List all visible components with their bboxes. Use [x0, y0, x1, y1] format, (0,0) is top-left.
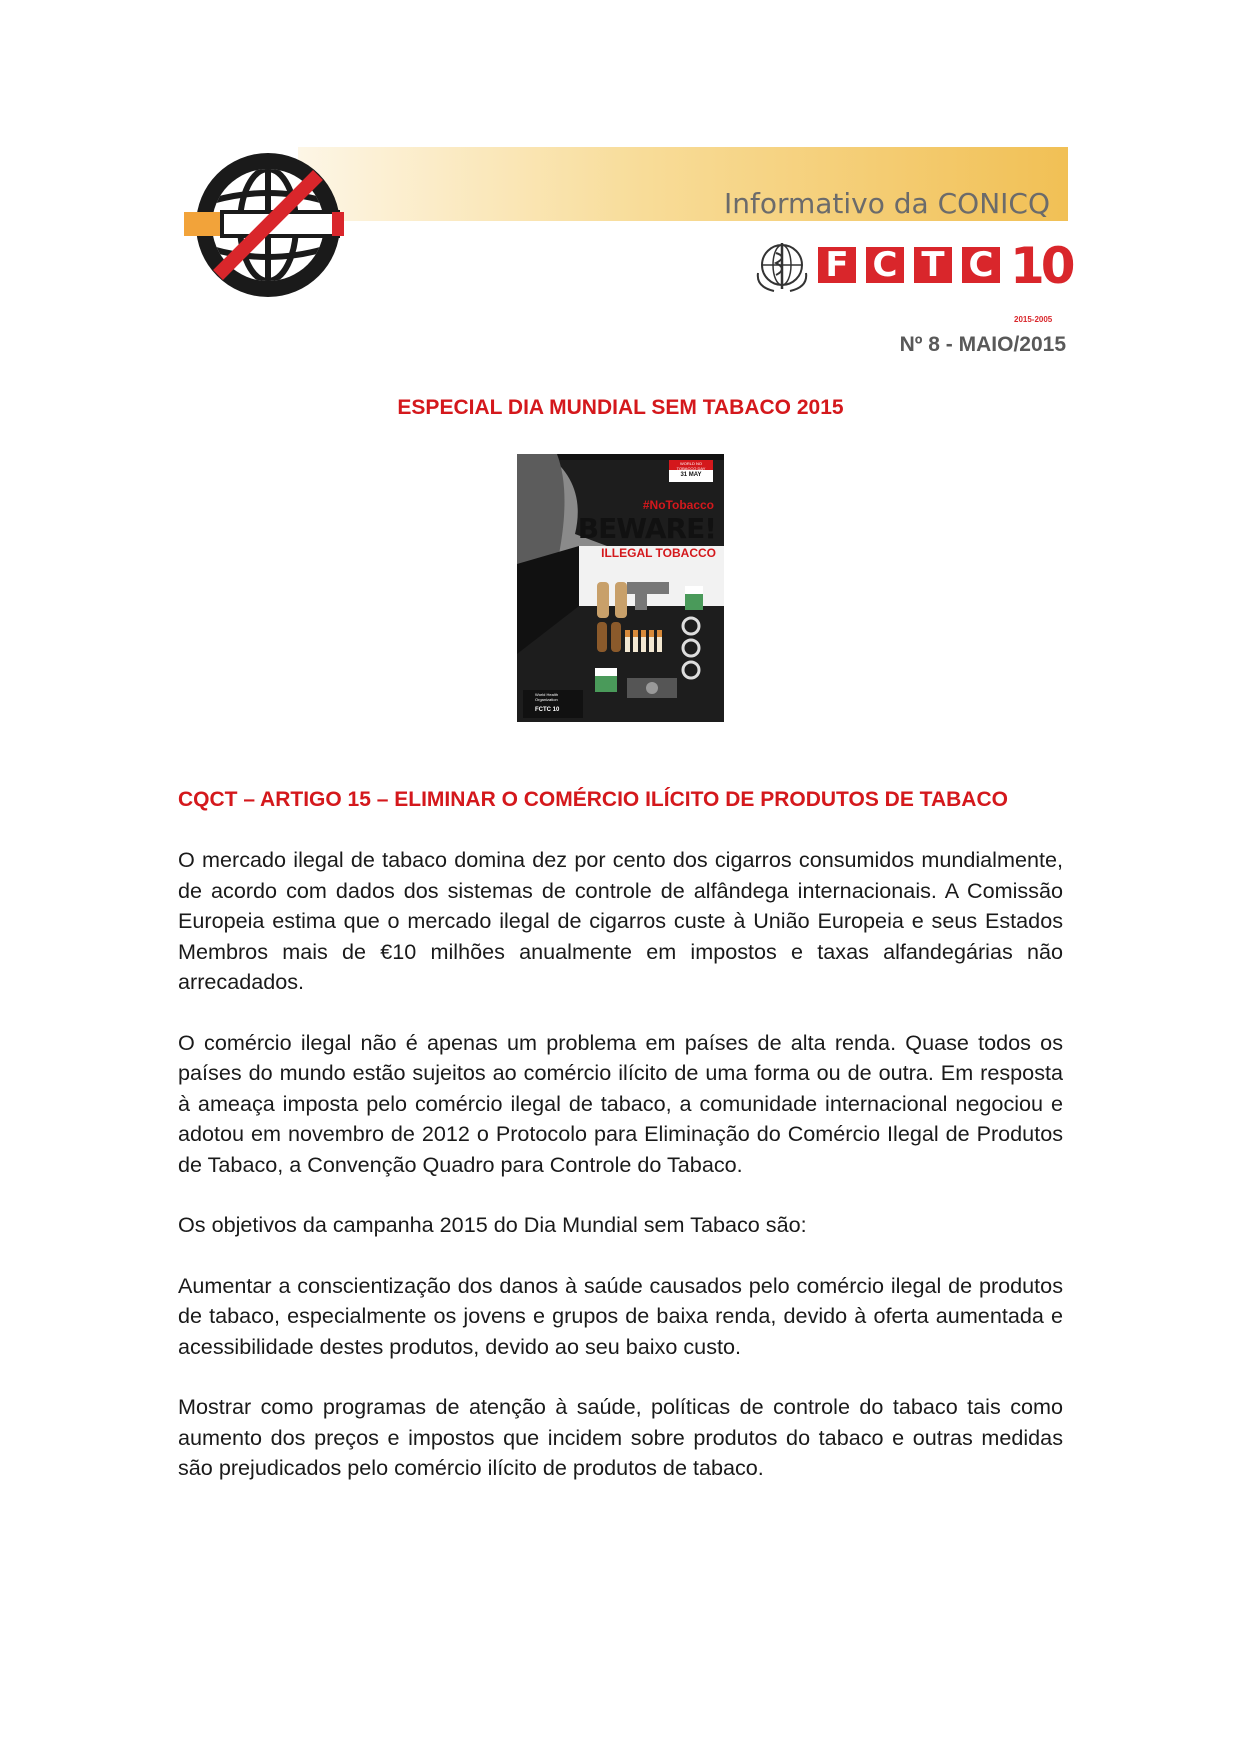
fctc-years: 2015-2005 — [1014, 315, 1053, 324]
campaign-poster — [517, 454, 724, 722]
fctc-ten: 10 — [1010, 237, 1072, 295]
paragraph-1: O mercado ilegal de tabaco domina dez por cento dos cigarros consumidos mundialmente, de acordo com dados dos sistemas de controle de alfândega internacionais. A Comissão Europeia estima que o mercado ilegal de cigarros custe à União Europeia e seus Estados Membros mais de €10 milhões anualmente em impostos e taxas alfandegárias não arrecadados. — [178, 847, 1063, 994]
fctc-letter-f: F — [818, 247, 856, 283]
paragraph-3: Os objetivos da campanha 2015 do Dia Mundial sem Tabaco são: — [178, 1212, 807, 1237]
who-emblem-icon — [752, 239, 812, 295]
poster-headline: BEWARE! — [577, 512, 716, 545]
section-title: CQCT – ARTIGO 15 – ELIMINAR O COMÉRCIO ILÍCITO DE PRODUTOS DE TABACO — [178, 788, 1008, 811]
poster-fctc: FCTC 10 — [535, 707, 560, 713]
header-banner — [178, 143, 1072, 324]
poster-org: World Health Organization — [535, 692, 559, 702]
fctc-letter-c: C — [866, 247, 904, 283]
paragraph-4: Aumentar a conscientização dos danos à saúde causados pelo comércio ilegal de produtos de tabaco, especialmente os jovens e grupos de baixa renda, devido à oferta aumentada e acessibilidade destes produtos, devido ao seu baixo custo. — [178, 1272, 1063, 1359]
fctc-letter-c2: C — [962, 247, 1000, 283]
poster-artwork — [517, 454, 724, 722]
header-band — [298, 147, 1068, 221]
article-body — [178, 845, 1063, 1514]
poster-subheadline: ILLEGAL TOBACCO — [601, 546, 716, 560]
poster-date-bottom: 31 MAY — [680, 472, 702, 478]
newsletter-title: Informativo da CONICQ — [723, 187, 1050, 220]
poster-date-top: WORLD NO TOBACCO DAY — [676, 461, 706, 471]
special-title: ESPECIAL DIA MUNDIAL SEM TABACO 2015 — [397, 396, 844, 419]
paragraph-2: O comércio ilegal não é apenas um problema em países de alta renda. Quase todos os países do mundo estão sujeitos ao comércio ilícito de uma forma ou de outra. Em resposta à ameaça imposta pelo comércio ilegal de tabaco, a comunidade internacional negociou e adotou em novembro de 2012 o Protocolo para Eliminação do Comércio Ilegal de Produtos de Tabaco, a Convenção Quadro para Controle do Tabaco. — [178, 1029, 1063, 1177]
fctc-letter-t: T — [914, 247, 952, 283]
no-smoking-globe-logo — [178, 149, 358, 299]
poster-hashtag: #NoTobacco — [642, 498, 714, 512]
issue-number: Nº 8 - MAIO/2015 — [899, 333, 1066, 356]
paragraph-5: Mostrar como programas de atenção à saúde, políticas de controle do tabaco tais como aumento dos preços e impostos que incidem sobre produtos do tabaco e outras medidas são prejudicados pelo comércio ilícito de produtos de tabaco. — [178, 1394, 1063, 1480]
